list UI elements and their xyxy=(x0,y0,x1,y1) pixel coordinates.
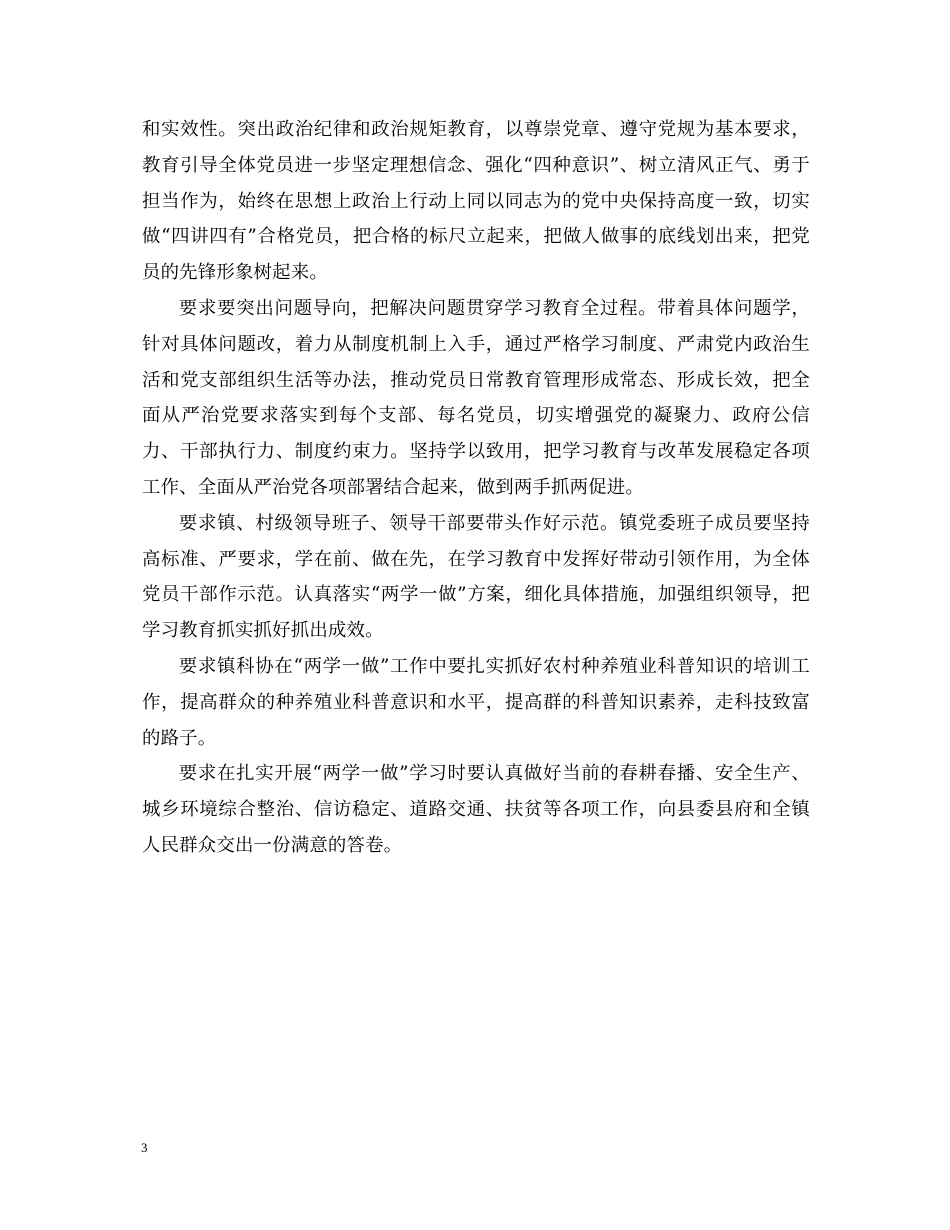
paragraph-3: 要求镇、村级领导班子、领导干部要带头作好示范。镇党委班子成员要坚持高标准、严要求，学在前、做在先，在学习教育中发挥好带动引领作用，为全体党员干部作示范。认真落实“两学一做”方案，细化具体措施，加强组织领导，把学习教育抓实抓好抓出成效。 xyxy=(142,512,810,642)
paragraph-4: 要求镇科协在“两学一做”工作中要扎实抓好农村种养殖业科普知识的培训工作，提高群众的种养殖业科普意识和水平，提高群的科普知识素养，走科技致富的路子。 xyxy=(142,655,810,749)
paragraph-1: 和实效性。突出政治纪律和政治规矩教育，以尊崇党章、遵守党规为基本要求，教育引导全体党员进一步坚定理想信念、强化“四种意识”、树立清风正气、勇于担当作为，始终在思想上政治上行动上同以同志为的党中央保持高度一致，切实做“四讲四有”合格党员，把合格的标尺立起来，把做人做事的底线划出来，把党员的先锋形象树起来。 xyxy=(142,119,810,284)
paragraph-2: 要求要突出问题导向，把解决问题贯穿学习教育全过程。带着具体问题学，针对具体问题改，着力从制度机制上入手，通过严格学习制度、严肃党内政治生活和党支部组织生活等办法，推动党员日常教育管理形成常态、形成长效，把全面从严治党要求落实到每个支部、每名党员，切实增强党的凝聚力、政府公信力、干部执行力、制度约束力。坚持学以致用，把学习教育与改革发展稳定各项工作、全面从严治党各项部署结合起来，做到两手抓两促进。 xyxy=(142,297,810,498)
paragraph-5: 要求在扎实开展“两学一做”学习时要认真做好当前的春耕春播、安全生产、城乡环境综合整治、信访稳定、道路交通、扶贫等各项工作，向县委县府和全镇人民群众交出一份满意的答卷。 xyxy=(142,763,810,856)
document-body xyxy=(142,112,810,864)
page-number: 3 xyxy=(141,1140,148,1155)
